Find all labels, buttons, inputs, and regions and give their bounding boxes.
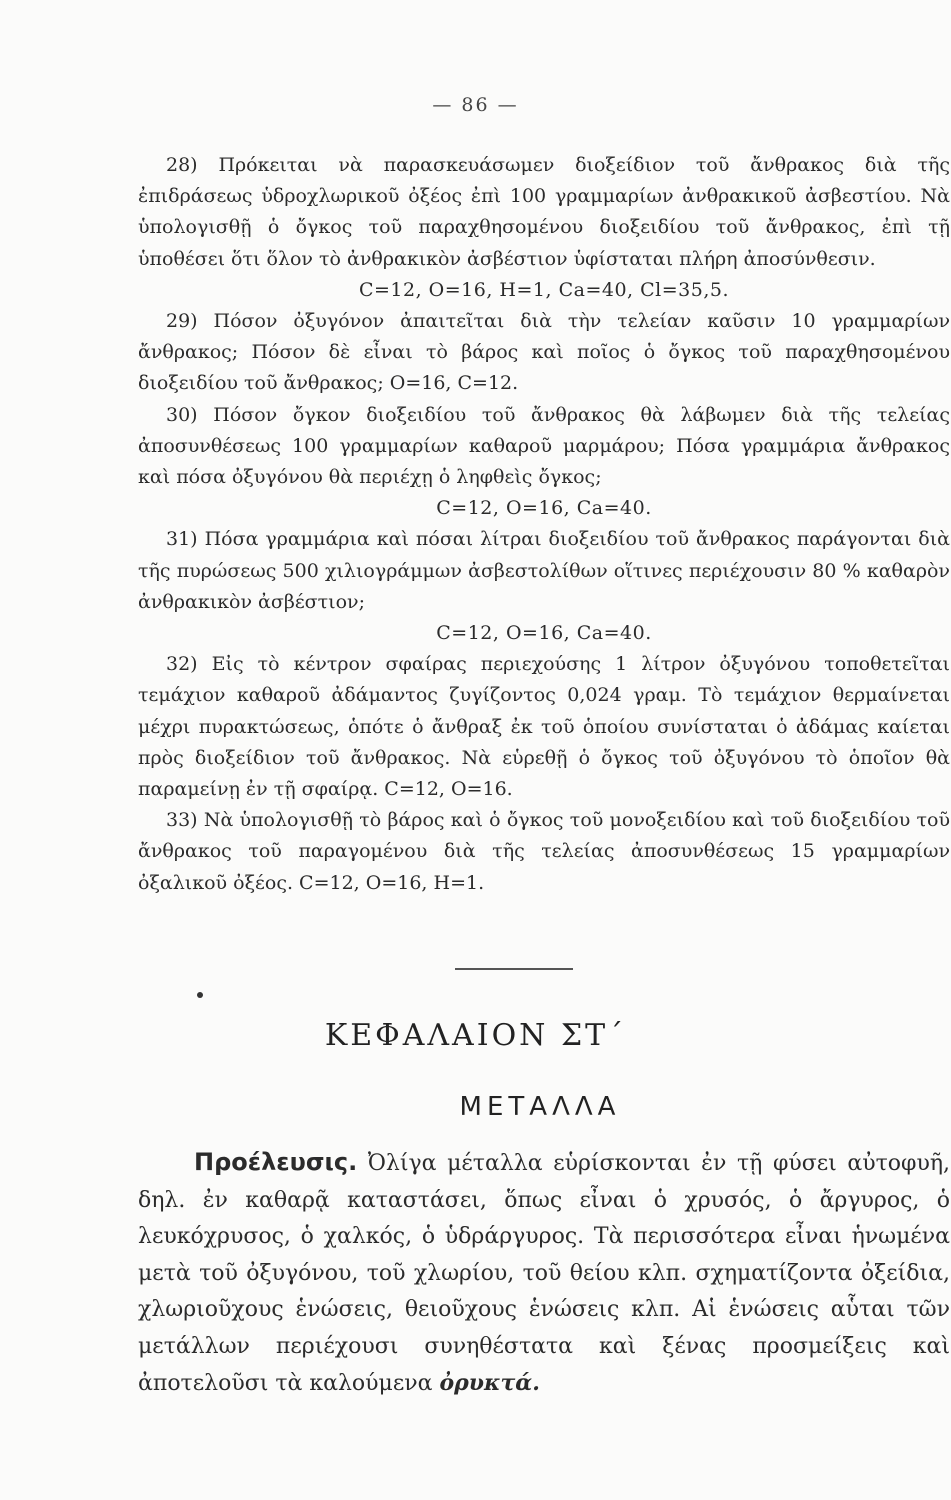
page-number: — 86 — — [432, 94, 519, 116]
exercise-31-constants: C=12, O=16, Ca=40. — [436, 622, 652, 645]
exercise-31: 31) Πόσα γραμμάρια καὶ πόσαι λίτραι διοξειδίου τοῦ ἄνθρακος παράγονται διὰ τῆς πυρώσεως 500 χιλιογράμμων ἀσβεστολίθων οἵτινες περιέχουσιν 80 % καθαρὸν ἀνθρακικὸν ἀσβέστιον; — [138, 528, 950, 613]
intro-text: Ὀλίγα μέταλλα εὑρίσκονται ἐν τῇ φύσει αὐτοφυῆ, δηλ. ἐν καθαρᾷ καταστάσει, ὅπως εἶναι ὁ χρυσός, ὁ ἄργυρος, ὁ λευκόχρυσος, ὁ χαλκός, ὁ ὑδράργυρος. Τὰ περισσότερα εἶναι ἡνωμένα μετὰ τοῦ ὀξυγόνου, τοῦ χλωρίου, τοῦ θείου κλπ. σχηματίζοντα ὀξείδια, χλωριοῦχους ἑνώσεις, θειοῦχους ἑνώσεις κλπ. Αἱ ἑνώσεις αὗται τῶν μετάλλων περιέχουσι συνηθέστατα καὶ ξένας προσμείξεις καὶ ἀποτελοῦσι τὰ καλούμενα — [138, 1151, 950, 1396]
chapter-title: ΚΕΦΑΛΑΙΟΝ ΣΤ΄ — [324, 1018, 627, 1053]
exercise-30-constants: C=12, O=16, Ca=40. — [436, 497, 652, 520]
exercise-32: 32) Εἰς τὸ κέντρον σφαίρας περιεχούσης 1 λίτρον ὀξυγόνου τοποθετεῖται τεμάχιον καθαροῦ ἀδάμαντος ζυγίζοντος 0,024 γραμ. Τὸ τεμάχιον θερμαίνεται μέχρι πυρακτώσεως, ὁπότε ὁ ἄνθραξ ἐκ τοῦ ὁποίου συνίσταται ὁ ἀδάμας καίεται πρὸς διοξείδιον τοῦ ἄνθρακος. Νὰ εὑρεθῇ ὁ ὄγκος τοῦ ὀξυγόνου τὸ ὁποῖον θὰ παραμείνῃ ἐν τῇ σφαίρᾳ. C=12, O=16. — [138, 653, 950, 801]
exercise-30: 30) Πόσον ὄγκον διοξειδίου τοῦ ἄνθρακος θὰ λάβωμεν διὰ τῆς τελείας ἀποσυνθέσεως 100 γραμμαρίων καθαροῦ μαρμάρου; Πόσα γραμμάρια ἄνθρακος καὶ πόσα ὀξυγόνου θὰ περιέχῃ ὁ ληφθεὶς ὄγκος; — [138, 403, 950, 489]
section-title: ΜΕΤΑΛΛΑ — [459, 1092, 621, 1122]
ink-dot — [197, 992, 203, 998]
exercise-33: 33) Νὰ ὑπολογισθῇ τὸ βάρος καὶ ὁ ὄγκος τοῦ μονοξειδίου καὶ τοῦ διοξειδίου τοῦ ἄνθρακος τοῦ παραγομένου διὰ τῆς τελείας ἀποσυνθέσεως 15 γραμμαρίων ὀξαλικοῦ ὀξέος. C=12, O=16, H=1. — [138, 809, 950, 894]
intro-paragraph — [138, 1144, 950, 1403]
section-divider — [455, 968, 573, 970]
exercise-29: 29) Πόσον ὀξυγόνον ἀπαιτεῖται διὰ τὴν τελείαν καῦσιν 10 γραμμαρίων ἄνθρακος; Πόσον δὲ εἶναι τὸ βάρος καὶ ποῖος ὁ ὄγκος τοῦ παραχθησομένου διοξειδίου τοῦ ἄνθρακος; O=16, C=12. — [138, 310, 950, 395]
exercise-list — [138, 150, 950, 899]
intro-term: ὀρυκτά. — [439, 1370, 540, 1396]
intro-lead: Προέλευσις. — [194, 1148, 358, 1176]
exercise-28: 28) Πρόκειται νὰ παρασκευάσωμεν διοξείδιον τοῦ ἄνθρακος διὰ τῆς ἐπιδράσεως ὑδροχλωρικοῦ ὀξέος ἐπὶ 100 γραμμαρίων ἀνθρακικοῦ ἀσβεστίου. Νὰ ὑπολογισθῇ ὁ ὄγκος τοῦ παραχθησομένου διοξειδίου τοῦ ἄνθρακος, ἐπὶ τῇ ὑποθέσει ὅτι ὅλον τὸ ἀνθρακικὸν ἀσβέστιον ὑφίσταται πλήρη ἀποσύνθεσιν. — [138, 154, 950, 270]
exercise-28-constants: C=12, O=16, H=1, Ca=40, Cl=35,5. — [358, 278, 730, 301]
